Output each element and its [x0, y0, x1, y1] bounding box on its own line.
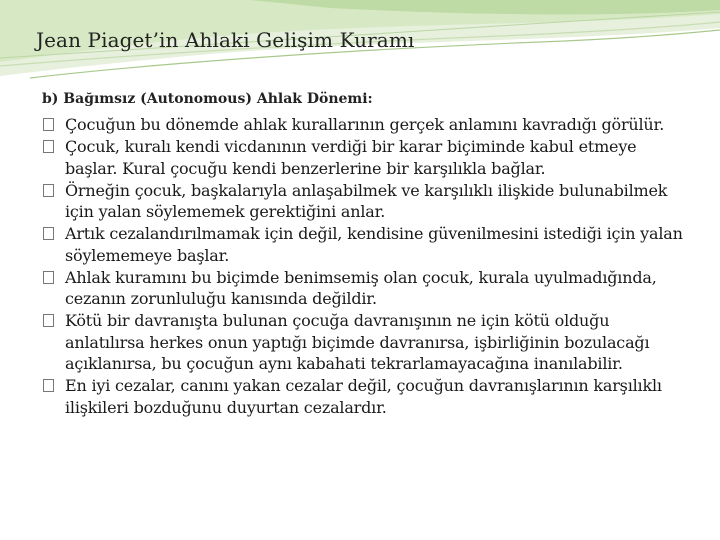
bullet-text: Çocuğun bu dönemde ahlak kurallarının gerçek anlamını kavradığı görülür.: [65, 115, 665, 134]
list-item: [43, 310, 683, 375]
bullet-text: Kötü bir davranışta bulunan çocuğa davranışının ne için kötü olduğu anlatılırsa herkes onun yaptığı biçimde davranırsa, işbirliğinin bozulacağı açıklanırsa, bu çocuğun aynı kabahati tekrarlamayacağına inanılabilir.: [65, 311, 650, 373]
slide-title: Jean Piaget’in Ahlaki Gelişim Kuramı: [36, 28, 415, 52]
list-item: [43, 375, 683, 418]
square-bullet-icon: [43, 118, 54, 131]
bullet-text: Çocuk, kuralı kendi vicdanının verdiği bir karar biçiminde kabul etmeye başlar. Kural çocuğu kendi benzerlerine bir karşılıkla bağlar.: [65, 137, 637, 178]
square-bullet-icon: [43, 271, 54, 284]
square-bullet-icon: [43, 227, 54, 240]
square-bullet-icon: [43, 140, 54, 153]
bullet-text: Örneğin çocuk, başkalarıyla anlaşabilmek ve karşılıklı ilişkide bulunabilmek için yalan söylememek gerektiğini anlar.: [65, 180, 668, 221]
bullet-list: [43, 114, 683, 419]
list-item: [43, 180, 683, 223]
square-bullet-icon: [43, 184, 54, 197]
bullet-text: Artık cezalandırılmamak için değil, kendisine güvenilmesini istediği için yalan söylememeye başlar.: [65, 224, 683, 265]
list-item: [43, 223, 683, 266]
square-bullet-icon: [43, 379, 54, 392]
list-item: [43, 267, 683, 310]
bullet-text: En iyi cezalar, canını yakan cezalar değil, çocuğun davranışlarının karşılıklı ilişkileri bozduğunu duyurtan cezalardır.: [65, 376, 662, 417]
list-item: [43, 114, 683, 136]
square-bullet-icon: [43, 314, 54, 327]
section-subtitle: b) Bağımsız (Autonomous) Ahlak Dönemi:: [42, 91, 373, 107]
bullet-text: Ahlak kuramını bu biçimde benimsemiş olan çocuk, kurala uyulmadığında, cezanın zorunluluğu kanısında değildir.: [65, 267, 657, 308]
list-item: [43, 136, 683, 179]
